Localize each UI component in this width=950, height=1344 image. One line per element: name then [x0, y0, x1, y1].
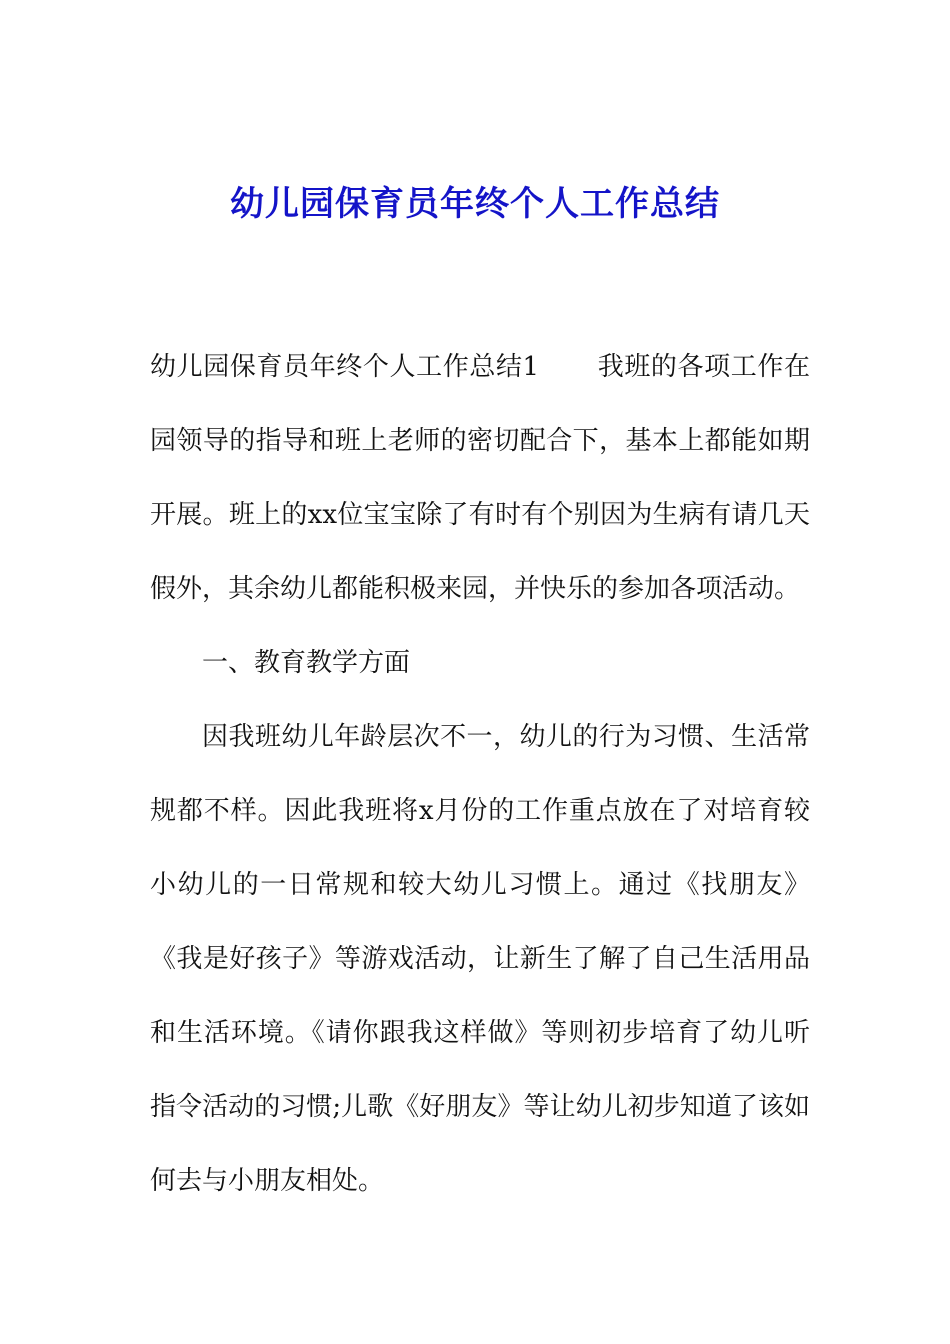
- document-title: 幼儿园保育员年终个人工作总结: [230, 184, 720, 224]
- section-1-body: 因我班幼儿年龄层次不一，幼儿的行为习惯、生活常规都不样。因此我班将x月份的工作重点放在了对培育较小幼儿的一日常规和较大幼儿习惯上。通过《找朋友》《我是好孩子》等游戏活动，让新生了解了自己生活用品和生活环境。《请你跟我这样做》等则初步培育了幼儿听指令活动的习惯;儿歌《好朋友》等让幼儿初步知道了该如何去与小朋友相处。: [150, 722, 810, 1196]
- document-body: [150, 330, 810, 1218]
- intro-paragraph: [150, 330, 810, 626]
- intro-body: 我班的各项工作在园领导的指导和班上老师的密切配合下，基本上都能如期开展。班上的xx位宝宝除了有时有个别因为生病有请几天假外，其余幼儿都能积极来园，并快乐的参加各项活动。: [150, 352, 810, 604]
- intro-heading: 幼儿园保育员年终个人工作总结1: [150, 352, 540, 382]
- section-1-heading: 一、教育教学方面: [202, 648, 411, 678]
